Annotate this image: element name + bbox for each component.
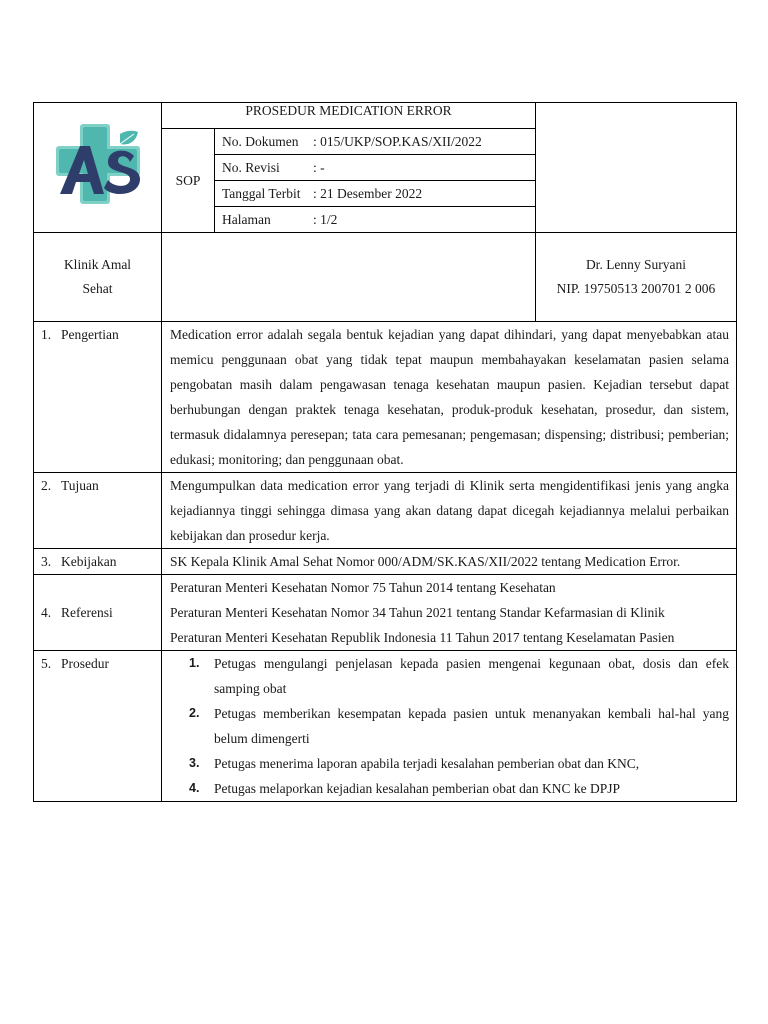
section-number: 3. (41, 554, 52, 569)
step-text: Petugas menerima laporan apabila terjadi kesalahan pemberian obat dan KNC, (214, 756, 640, 771)
list-item (170, 701, 729, 751)
doctor-nip: NIP. 19750513 200701 2 006 (556, 281, 716, 296)
step-number: 2. (189, 706, 200, 720)
meta-row (215, 129, 536, 155)
step-number: 4. (189, 781, 200, 795)
section-body-prosedur (162, 651, 737, 802)
meta-row (215, 207, 536, 233)
clinic-logo-icon (50, 116, 146, 212)
meta-label: Tanggal Terbit (222, 186, 301, 201)
meta-value: : 1/2 (313, 212, 338, 227)
section-number: 1. (41, 327, 52, 342)
document-title: PROSEDUR MEDICATION ERROR (162, 103, 536, 129)
section-heading-pengertian (34, 322, 162, 473)
meta-value: : - (313, 160, 325, 175)
sop-document-table (33, 102, 737, 802)
step-text: Petugas melaporkan kejadian kesalahan pemberian obat dan KNC ke DPJP (214, 781, 621, 796)
section-body-tujuan (162, 473, 737, 549)
step-text: Petugas memberikan kesempatan kepada pasien untuk menanyakan kembali hal-hal yang belum dimengerti (214, 706, 729, 746)
header-blank-cell (536, 103, 737, 233)
doctor-cell (536, 233, 737, 322)
meta-value: : 015/UKP/SOP.KAS/XII/2022 (313, 134, 482, 149)
meta-label: No. Revisi (222, 160, 280, 175)
section-label: Tujuan (61, 478, 99, 493)
section-number: 5. (41, 656, 52, 671)
prosedur-list (170, 651, 729, 801)
step-text: Petugas mengulangi penjelasan kepada pasien mengenai kegunaan obat, dosis dan efek samping obat (214, 656, 729, 696)
list-item (170, 751, 729, 776)
referensi-item: Peraturan Menteri Kesehatan Republik Indonesia 11 Tahun 2017 tentang Keselamatan Pasien (170, 630, 675, 645)
meta-label: Halaman (222, 212, 271, 227)
tujuan-text: Mengumpulkan data medication error yang terjadi di Klinik serta mengidentifikasi jenis yang angka kejadiannya tinggi sehingga dimasa yang akan datang dapat dicegah kejadiannya melalui perbaikan kebijakan dan prosedur kerja. (170, 478, 729, 543)
section-heading-referensi (34, 575, 162, 651)
referensi-item: Peraturan Menteri Kesehatan Nomor 34 Tahun 2021 tentang Standar Kefarmasian di Klinik (170, 605, 665, 620)
clinic-name-cell (34, 233, 162, 322)
referensi-item: Peraturan Menteri Kesehatan Nomor 75 Tahun 2014 tentang Kesehatan (170, 580, 556, 595)
clinic-name-line1: Klinik Amal (63, 257, 132, 272)
signature-blank-cell (162, 233, 536, 322)
section-body-referensi (162, 575, 737, 651)
meta-row (215, 155, 536, 181)
meta-label: No. Dokumen (222, 134, 299, 149)
sop-label: SOP (162, 129, 215, 233)
section-heading-prosedur (34, 651, 162, 802)
list-item (170, 651, 729, 701)
list-item (170, 776, 729, 801)
section-label: Kebijakan (61, 554, 117, 569)
section-heading-kebijakan (34, 549, 162, 575)
doctor-name: Dr. Lenny Suryani (585, 257, 687, 272)
section-label: Referensi (61, 605, 113, 620)
logo-cell (34, 103, 162, 233)
pengertian-text: Medication error adalah segala bentuk kejadian yang dapat dihindari, yang dapat menyebabkan atau memicu penggunaan obat yang tidak tepat maupun membahayakan keselamatan pasien selama pengobatan masih dalam pengawasan tenaga kesehatan maupun pasien. Kejadian tersebut dapat berhubungan dengan praktek tenaga kesehatan, produk-produk kesehatan, prosedur, dan sistem, termasuk didalamnya peresepan; tata cara pemesanan; pengemasan; dispensing; distribusi; pemberian; edukasi; monitoring; dan penggunaan obat. (170, 327, 729, 467)
section-number: 2. (41, 478, 52, 493)
kebijakan-text: SK Kepala Klinik Amal Sehat Nomor 000/ADM/SK.KAS/XII/2022 tentang Medication Error. (170, 554, 681, 569)
section-body-kebijakan (162, 549, 737, 575)
step-number: 1. (189, 656, 200, 670)
clinic-name-line2: Sehat (82, 281, 113, 296)
section-label: Prosedur (61, 656, 109, 671)
meta-value: : 21 Desember 2022 (313, 186, 423, 201)
section-body-pengertian (162, 322, 737, 473)
section-label: Pengertian (61, 327, 119, 342)
section-number: 4. (41, 605, 52, 620)
section-heading-tujuan (34, 473, 162, 549)
step-number: 3. (189, 756, 200, 770)
meta-row (215, 181, 536, 207)
